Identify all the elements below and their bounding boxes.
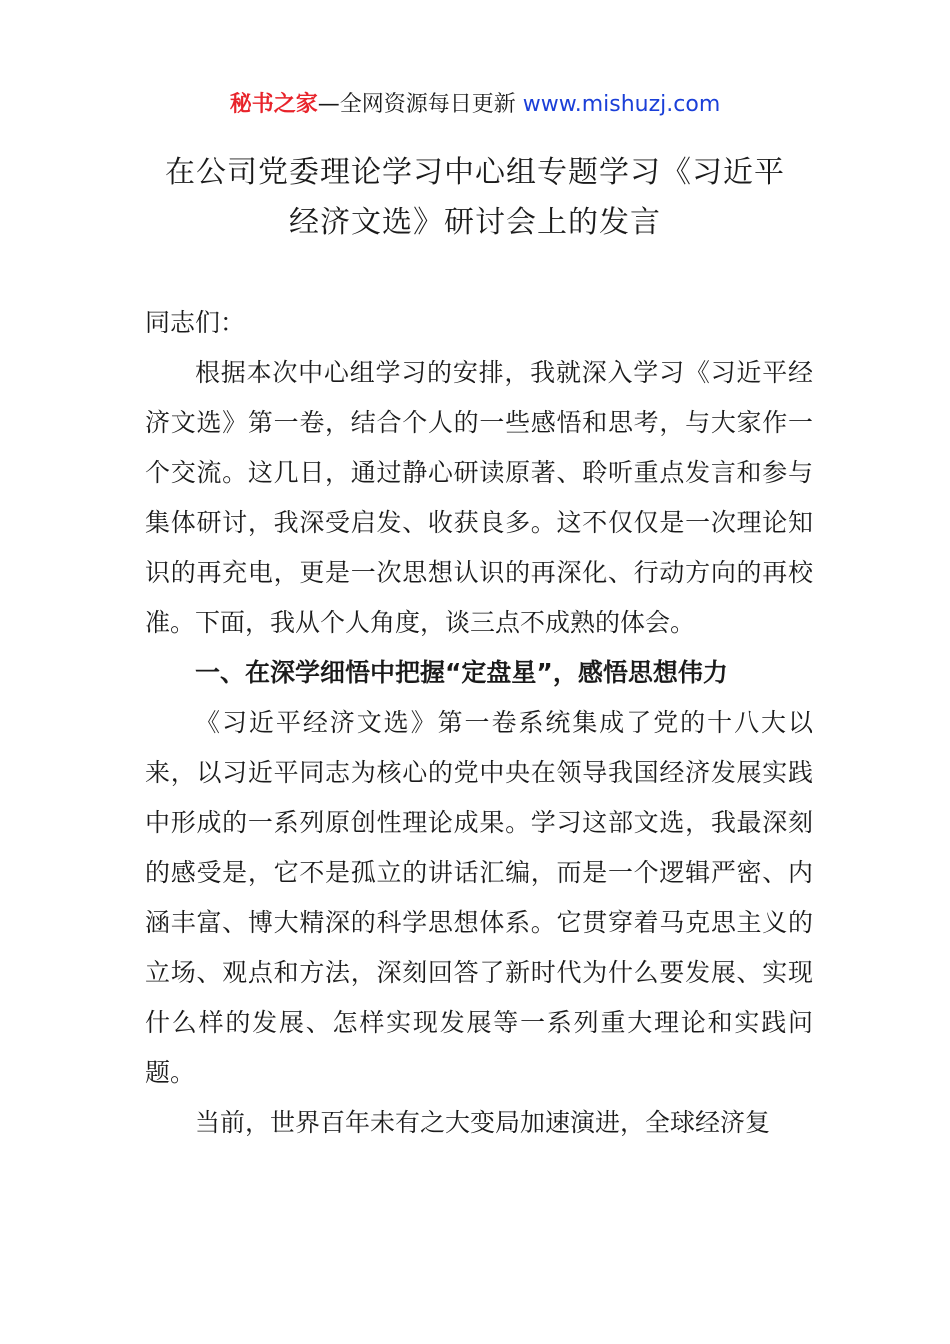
site-header — [0, 88, 950, 122]
site-url-link[interactable]: www.mishuzj.com — [522, 92, 721, 117]
title-line-1: 在公司党委理论学习中心组专题学习《习近平 — [165, 155, 785, 190]
document-body — [145, 298, 813, 1148]
section-heading: 一、在深学细悟中把握“定盘星”，感悟思想伟力 — [195, 658, 728, 687]
paragraph: 《习近平经济文选》第一卷系统集成了党的十八大以来，以习近平同志为核心的党中央在领导我国经济发展实践中形成的一系列原创性理论成果。学习这部文选，我最深刻的感受是，它不是孤立的讲话汇编，而是一个逻辑严密、内涵丰富、博大精深的科学思想体系。它贯穿着马克思主义的立场、观点和方法，深刻回答了新时代为什么要发展、实现什么样的发展、怎样实现发展等一系列重大理论和实践问题。 — [145, 708, 813, 1087]
brand-name: 秘书之家 — [229, 92, 318, 117]
paragraph: 当前，世界百年未有之大变局加速演进，全球经济复 — [195, 1108, 771, 1137]
salutation: 同志们： — [145, 308, 246, 337]
paragraph: 根据本次中心组学习的安排，我就深入学习《习近平经济文选》第一卷，结合个人的一些感悟和思考，与大家作一个交流。这几日，通过静心研读原著、聆听重点发言和参与集体研讨，我深受启发、收获良多。这不仅仅是一次理论知识的再充电，更是一次思想认识的再深化、行动方向的再校准。下面，我从个人角度，谈三点不成熟的体会。 — [145, 358, 813, 637]
header-tagline: —全网资源每日更新 — [317, 92, 523, 117]
title-line-2: 经济文选》研讨会上的发言 — [289, 205, 661, 240]
document-title — [140, 148, 810, 248]
